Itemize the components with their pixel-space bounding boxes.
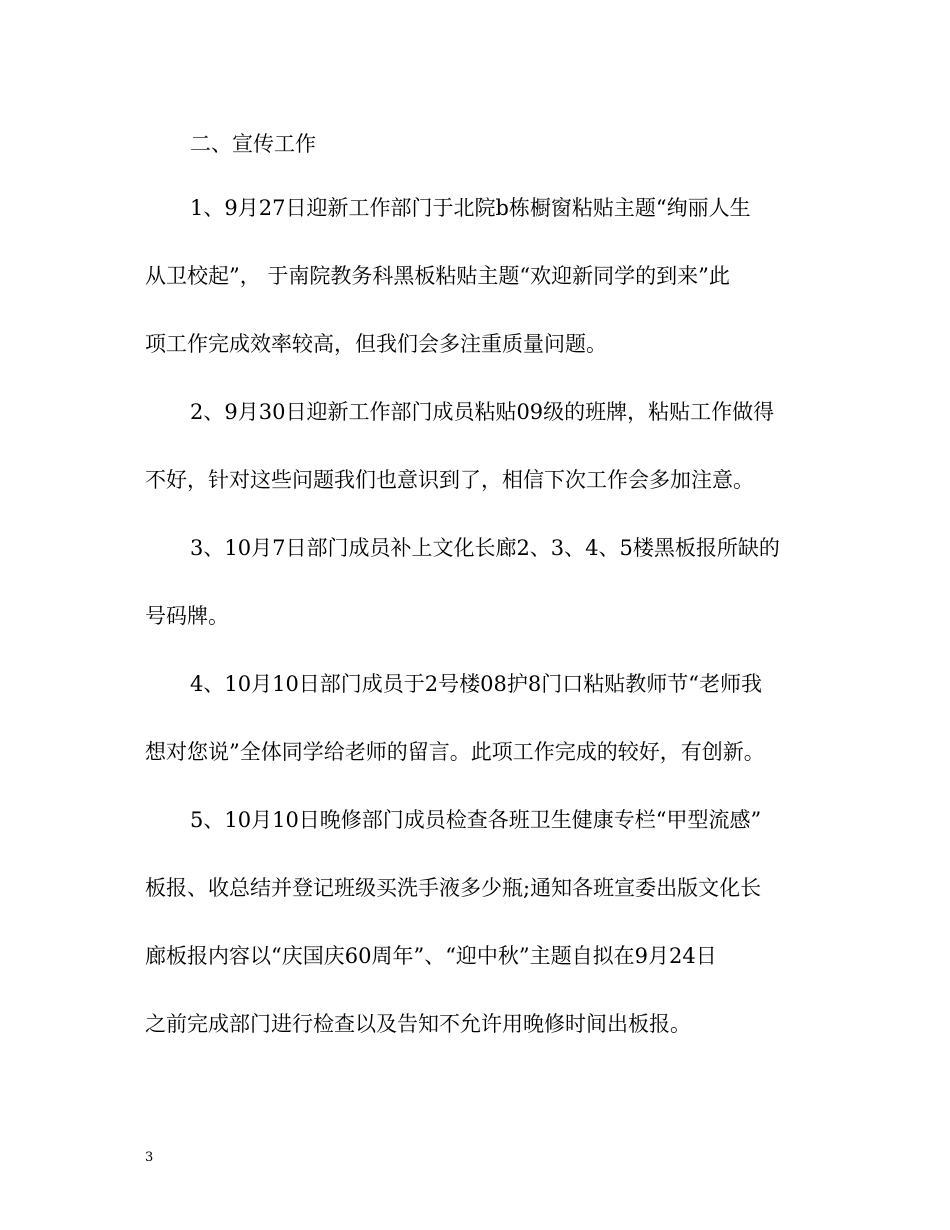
paragraph-line: 从卫校起”， 于南院教务科黑板粘贴主题“欢迎新同学的到来”此: [145, 264, 730, 288]
paragraph-line: 项工作完成效率较高，但我们会多注重质量问题。: [145, 332, 607, 356]
paragraph-line: 想对您说”全体同学给老师的留言。此项工作完成的较好，有创新。: [145, 740, 765, 764]
paragraph-line: 板报、收总结并登记班级买洗手液多少瓶;通知各班宣委出版文化长: [145, 876, 762, 900]
paragraph-line: 之前完成部门进行检查以及告知不允许用晚修时间出板报。: [145, 1012, 691, 1036]
section-heading: 二、宣传工作: [190, 132, 316, 156]
paragraph-line: 5、10月10日晚修部门成员检查各班卫生健康专栏“甲型流感”: [190, 808, 762, 832]
paragraph-line: 不好，针对这些问题我们也意识到了，相信下次工作会多加注意。: [145, 468, 754, 492]
paragraph-line: 号码牌。: [145, 604, 229, 628]
paragraph-line: 2、9月30日迎新工作部门成员粘贴09级的班牌，粘贴工作做得: [190, 400, 775, 424]
paragraph-line: 3、10月7日部门成员补上文化长廊2、3、4、5楼黑板报所缺的: [190, 536, 780, 560]
paragraph-line: 4、10月10日部门成员于2号楼08护8门口粘贴教师节“老师我: [190, 672, 762, 696]
paragraph-line: 廊板报内容以“庆国庆60周年”、“迎中秋”主题自拟在9月24日: [145, 944, 717, 968]
paragraph-line: 1、9月27日迎新工作部门于北院b栋橱窗粘贴主题“绚丽人生: [190, 196, 751, 220]
page-number: 3: [145, 1150, 154, 1165]
